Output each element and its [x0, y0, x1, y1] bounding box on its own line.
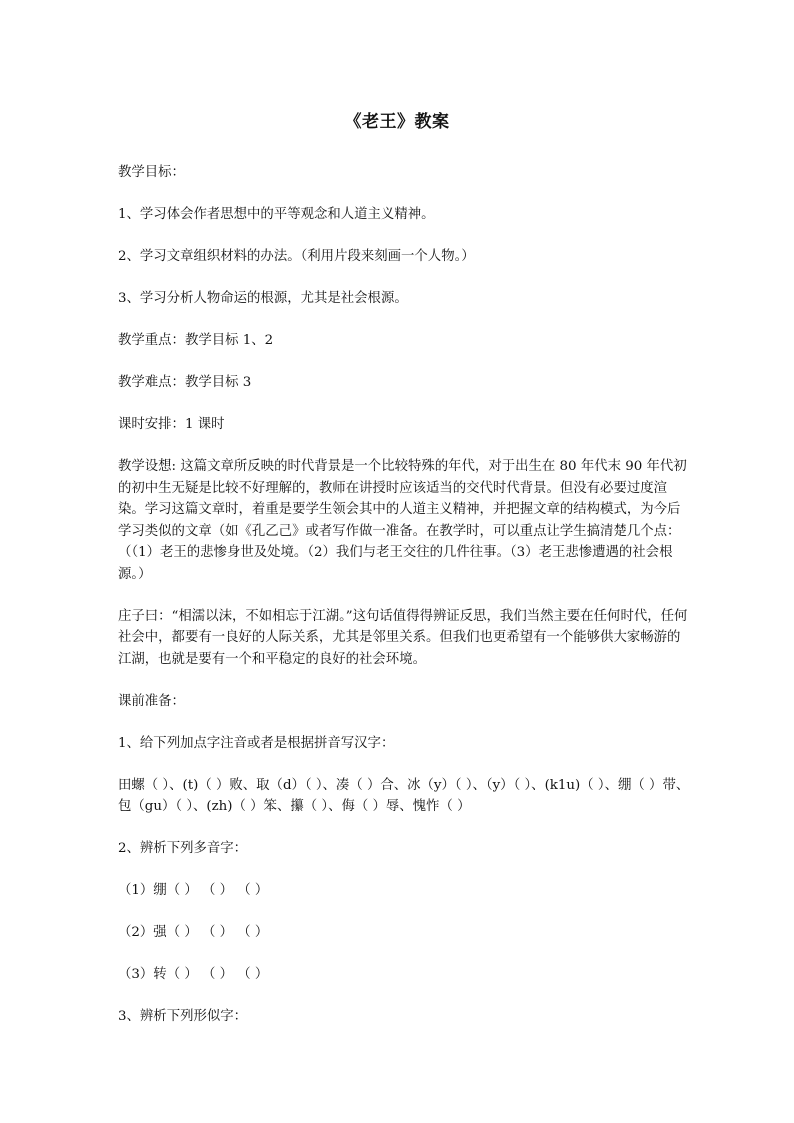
paragraph-objective-1: 1、学习体会作者思想中的平等观念和人道主义精神。 — [118, 207, 435, 222]
paragraph-teaching-concept: 教学设想: 这篇文章所反映的时代背景是一个比较特殊的年代，对于出生在 80 年代末 90 年代初的初中生无疑是比较不好理解的，教师在讲授时应该适当的交代时代背景。但没有必要过度渲染。学习这篇文章时，着重是要学生领会其中的人道主义精神，并把握文章的结构模式，为今后学习类似的文章（如《孔乙己》或者写作做一准备。在教学时，可以重点让学生搞清楚几个点：（（1）老王的悲惨身世及处境。（2）我们与老王交往的几件往事。（3）老王悲惨遭遇的社会根源。） — [118, 459, 687, 582]
paragraph-exercise-1: 1、给下列加点字注音或者是根据拼音写汉字： — [118, 735, 395, 751]
paragraph-key-points: 教学重点：教学目标 1、2 — [118, 333, 274, 348]
paragraph-exercise-3: 3、辨析下列形似字： — [118, 1009, 248, 1024]
document-title: 《老王》教案 — [344, 112, 450, 132]
paragraph-polyphone-1: （1）绷（ ） （ ） （ ） — [118, 883, 269, 898]
paragraph-polyphone-2: （2）强（ ） （ ） （ ） — [118, 925, 269, 940]
paragraph-difficulties: 教学难点：教学目标 3 — [118, 375, 252, 390]
paragraph-objective-2: 2、学习文章组织材料的办法。（利用片段来刻画一个人物。） — [118, 249, 475, 264]
paragraph-objective-3: 3、学习分析人物命运的根源，尤其是社会根源。 — [118, 291, 408, 306]
paragraph-exercise-1-items: 田螺（ ）、(t)（ ）败、取（d）（ ）、凑（ ）合、冰（y）（ ）、（y）（ ）、(k1u)（ ）、绷（ ）带、包（gu）（ ）、(zh)（ ）笨、攥（ ）、侮（ ）辱、愧怍（ ） — [118, 777, 690, 814]
paragraph-polyphone-3: （3）转（ ） （ ） （ ） — [118, 967, 269, 982]
paragraph-exercise-2: 2、辨析下列多音字： — [118, 841, 248, 856]
document-body — [118, 162, 690, 1048]
paragraph-schedule: 课时安排：1 课时 — [118, 417, 225, 432]
paragraph-objectives-heading: 教学目标： — [118, 165, 185, 180]
paragraph-zhuangzi-quote: 庄子曰：“相濡以沫，不如相忘于江湖。”这句话值得得辨证反思，我们当然主要在任何时代，任何社会中，都要有一良好的人际关系，尤其是邻里关系。但我们也更希望有一个能够供大家畅游的江湖，也就是要有一个和平稳定的良好的社会环境。 — [118, 608, 688, 667]
paragraph-preparation-heading: 课前准备： — [118, 693, 185, 709]
